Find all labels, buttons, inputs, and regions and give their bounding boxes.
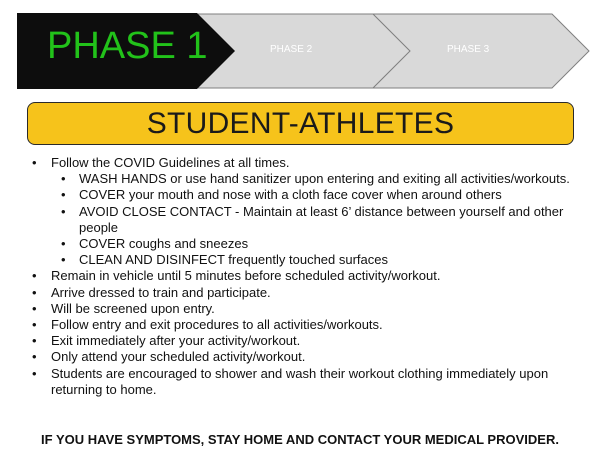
guidelines-list — [32, 155, 587, 398]
list-item-text: Exit immediately after your activity/workout. — [51, 333, 301, 349]
bullet-icon: • — [32, 349, 37, 365]
bullet-icon: • — [32, 300, 37, 316]
sub-list-item — [32, 187, 587, 203]
bullet-icon: • — [61, 203, 66, 219]
bullet-icon: • — [32, 317, 37, 333]
bullet-icon: • — [32, 365, 37, 381]
phase-3-label: PHASE 3 — [447, 44, 490, 55]
list-item-text: Follow the COVID Guidelines at all times. — [51, 155, 290, 170]
list-item — [32, 301, 587, 317]
list-item — [32, 285, 587, 301]
list-item-text: Remain in vehicle until 5 minutes before scheduled activity/workout. — [51, 268, 441, 284]
audience-banner — [27, 102, 574, 145]
bullet-icon: • — [61, 171, 66, 187]
list-item — [32, 366, 587, 398]
phase-2-label: PHASE 2 — [270, 44, 313, 55]
sub-list-item — [32, 171, 587, 187]
bullet-icon: • — [32, 284, 37, 300]
sub-list — [32, 171, 587, 268]
bullet-icon: • — [32, 268, 37, 284]
sub-item-text: CLEAN AND DISINFECT frequently touched surfaces — [79, 252, 388, 268]
bullet-icon: • — [61, 252, 66, 268]
list-item — [32, 268, 587, 284]
sub-item-text: WASH HANDS or use hand sanitizer upon entering and exiting all activities/workouts. — [79, 171, 570, 187]
bullet-icon: • — [32, 155, 37, 170]
list-item-text: Follow entry and exit procedures to all activities/workouts. — [51, 317, 383, 333]
sub-list-item — [32, 236, 587, 252]
sub-list-item — [32, 204, 587, 236]
phase-1-label: PHASE 1 — [47, 25, 208, 67]
bullet-icon: • — [61, 236, 66, 252]
list-item — [32, 333, 587, 349]
list-item-text: Students are encouraged to shower and wash their workout clothing immediately upon returning to home. — [51, 365, 549, 397]
bullet-icon: • — [61, 187, 66, 203]
list-item-text: Arrive dressed to train and participate. — [51, 284, 271, 300]
sub-item-text: COVER your mouth and nose with a cloth face cover when around others — [79, 187, 502, 203]
sub-list-item — [32, 252, 587, 268]
bullet-icon: • — [32, 333, 37, 349]
list-item — [32, 155, 587, 171]
list-item — [32, 317, 587, 333]
list-item — [32, 349, 587, 365]
sub-item-text: AVOID CLOSE CONTACT - Maintain at least 6’ distance between yourself and other people — [79, 203, 564, 235]
symptoms-warning: IF YOU HAVE SYMPTOMS, STAY HOME AND CONTACT YOUR MEDICAL PROVIDER. — [41, 432, 559, 447]
sub-item-text: COVER coughs and sneezes — [79, 236, 249, 252]
phase-progress-bar — [17, 13, 592, 89]
list-item-text: Will be screened upon entry. — [51, 300, 215, 316]
banner-title: STUDENT-ATHLETES — [146, 106, 455, 140]
list-item-text: Only attend your scheduled activity/workout. — [51, 349, 306, 365]
